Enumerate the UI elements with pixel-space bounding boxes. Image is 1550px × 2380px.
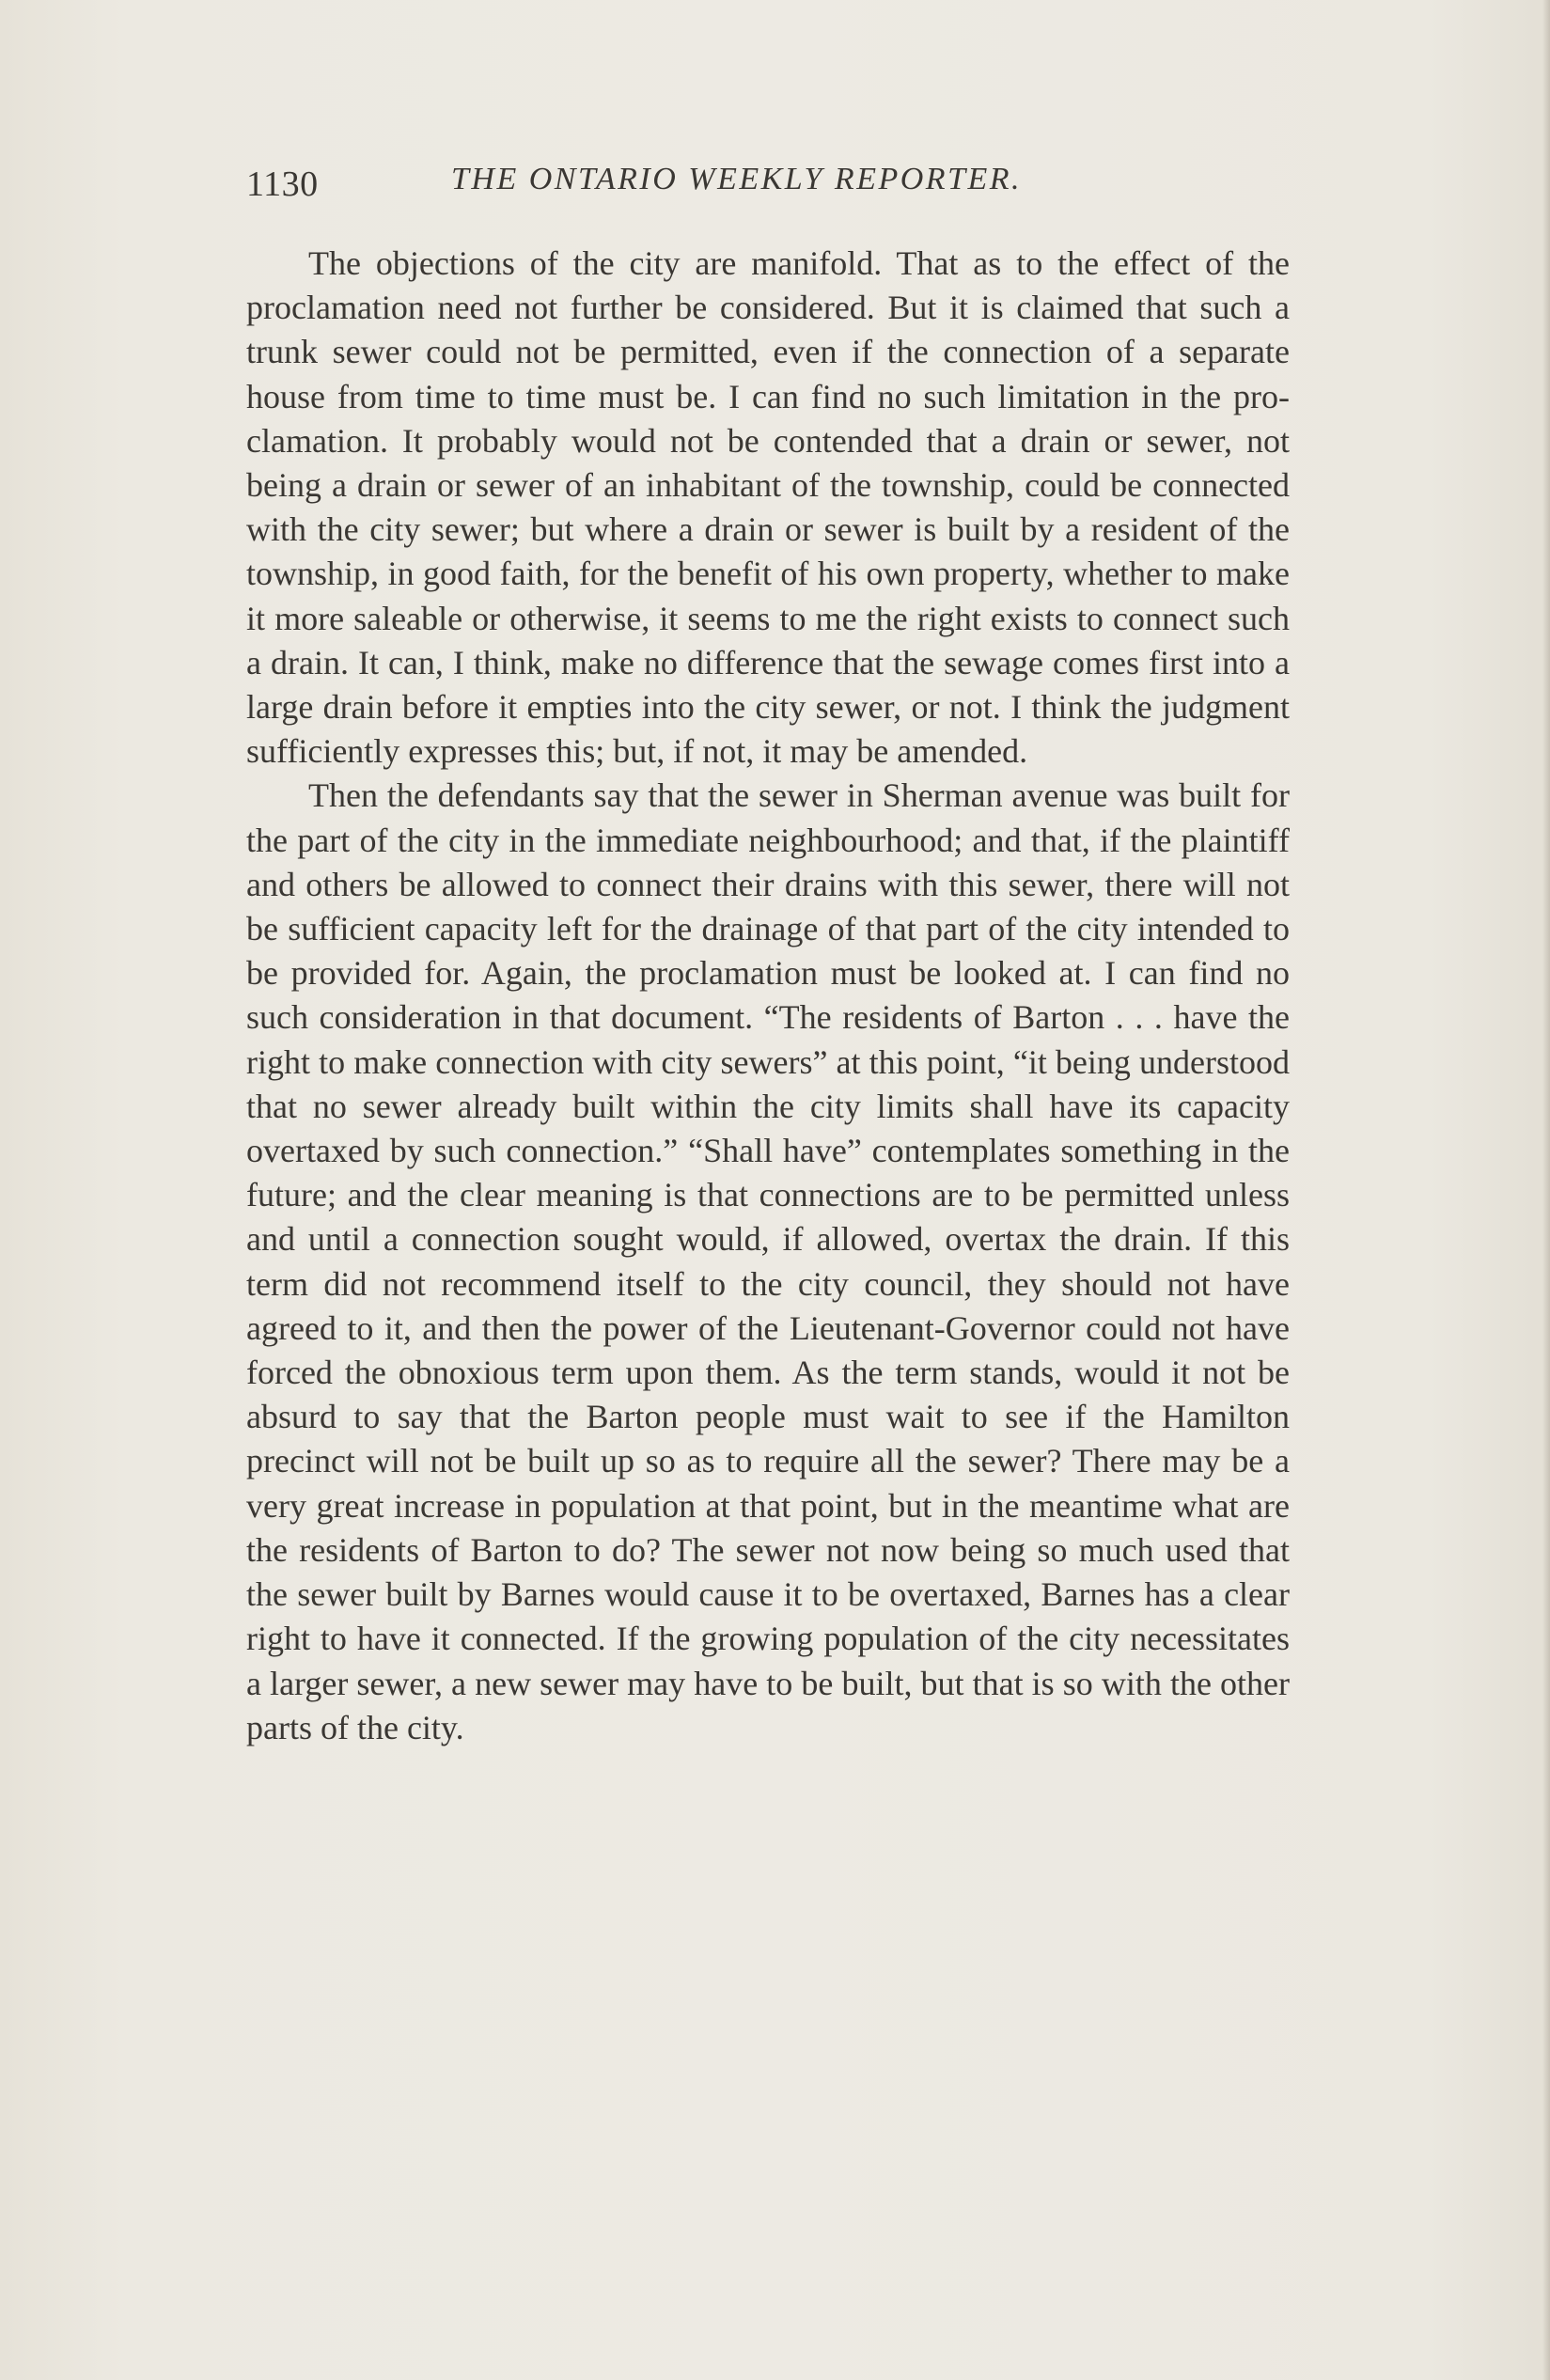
page-header bbox=[246, 160, 1290, 216]
paragraph: The objections of the city are manifold. That as to the effect of the proclamation need not further be considered. But it is claimed that such a trunk sewer could not be permitted, even if the connection of a separate house from time to time must be. I can find no such limitation in the proclamation. It probably would not be contended that a drain or sewer, not being a drain or sewer of an inhabitant of the township, could be connected with the city sewer; but where a drain or sewer is built by a resident of the township, in good faith, for the benefit of his own property, whether to make it more saleable or otherwise, it seems to me the right exists to connect such a drain. It can, I think, make no difference that the sewage comes first into a large drain before it empties into the city sewer, or not. I think the judgment sufficiently expresses this; but, if not, it may be amended. bbox=[246, 244, 1290, 771]
page-edge-shadow bbox=[1542, 0, 1550, 2380]
body-text bbox=[246, 242, 1290, 1750]
running-title: THE ONTARIO WEEKLY REPORTER. bbox=[451, 162, 1023, 196]
page-number: 1130 bbox=[246, 164, 319, 204]
paragraph: Then the defendants say that the sewer in Sherman avenue was built for the part of the city in the immediate neighbourhood; and that, if the plaintiff and others be allowed to connect their drains with this sewer, there will not be sufficient capacity left for the drainage of that part of the city intended to be provided for. Again, the proclamation must be looked at. I can find no such consideration in that document. “The residents of Barton . . . have the right to make connection with city sewers” at this point, “it being understood that no sewer already built within the city limits shall have its capacity overtaxed by such connection.” “Shall have” contemplates something in the future; and the clear meaning is that connections are to be permitted unless and until a connection sought would, if allowed, overtax the drain. If this term did not recommend itself to the city council, they should not have agreed to it, and then the power of the Lieutenant-Governor could not have forced the obnoxious term upon them. As the term stands, would it not be absurd to say that the Barton people must wait to see if the Hamilton precinct will not be built up so as to require all the sewer? There may be a very great increase in population at that point, but in the meantime what are the residents of Barton to do? The sewer not now being so much used that the sewer built by Barnes would cause it to be overtaxed, Barnes has a clear right to have it connected. If the growing population of the city necessitates a larger sewer, a new sewer may have to be built, but that is so with the other parts of the city. bbox=[246, 776, 1290, 1746]
